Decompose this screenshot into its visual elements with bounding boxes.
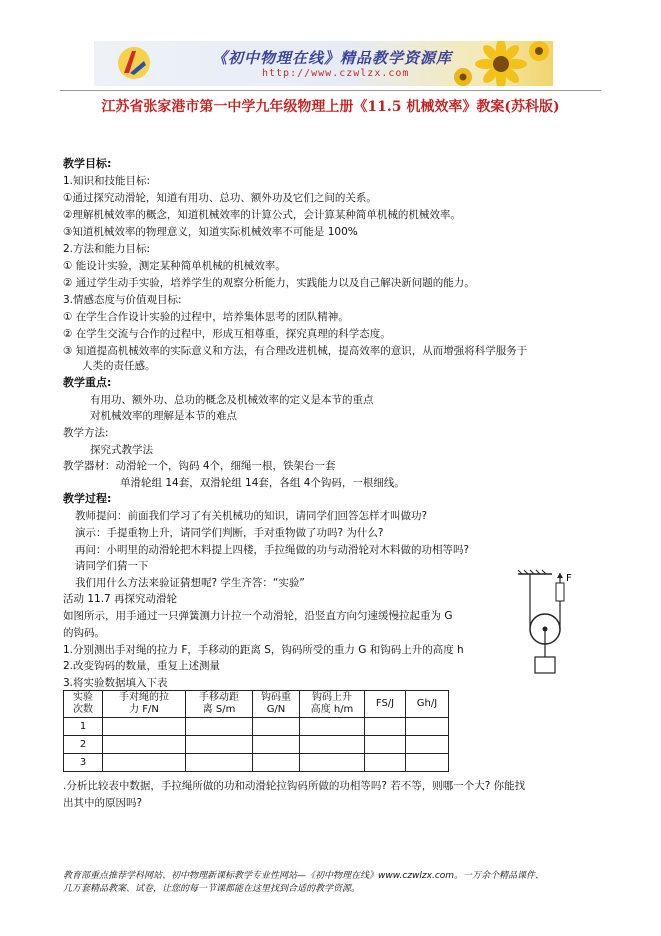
text-line: 出其中的原因吗? [63,797,143,809]
table-cell: 2 [64,736,103,754]
text-line: 2.改变钩码的数量，重复上述测量 [63,660,221,672]
text-line: 教师提问：前面我们学习了有关机械功的知识，请同学们回答怎样才叫做功? [75,510,428,522]
table-cell [186,718,253,736]
text-line: ① 在学生合作设计实验的过程中，培养集体思考的团队精神。 [63,311,349,323]
header-rule [60,90,601,91]
text-line: 再问：小明里的动滑轮把木料提上四楼，手拉绳做的功与动滑轮对木料做的功相等吗? [75,544,470,556]
movable-pulley-diagram [514,569,594,679]
table-cell [300,754,365,772]
text-line: 探究式教学法 [90,444,153,456]
text-line: 有用功、额外功、总功的概念及机械效率的定义是本节的重点 [90,394,374,406]
col-trial: 实验 次数 [64,691,103,718]
table-cell [253,718,300,736]
col-gh: Gh/J [406,691,449,718]
text-line: ① 能设计实验，测定某种简单机械的机械效率。 [63,260,286,272]
col-force: 手对绳的拉 力 F/N [103,691,186,718]
table-row [64,718,449,736]
text-line: 教学方法: [63,427,109,439]
banner-url[interactable]: http://www.czwlzx.com [262,68,410,79]
text-line: 如图所示，用手通过一只弹簧测力计拉一个动滑轮，沿竖直方向匀速缓慢拉起重为 G [63,610,453,622]
table-cell [406,736,449,754]
site-logo-icon [116,45,152,81]
table-cell [300,736,365,754]
header-banner [94,41,553,86]
table-cell: 1 [64,718,103,736]
table-cell [365,736,406,754]
table-cell [253,754,300,772]
banner-title: 《初中物理在线》精品教学资源库 [212,49,453,67]
table-cell [300,718,365,736]
text-line: 3.将实验数据填入下表 [63,677,168,689]
text-line: 演示：手提重物上升，请同学们判断，手对重物做了功吗? 为什么? [75,527,384,539]
footer-line: 几万套精品教案、试卷，让您的每一节课都能在这里找到合适的教学资源。 [63,884,361,894]
force-label: F [566,573,572,584]
text-line: 3.情感态度与价值观目标: [63,294,182,306]
table-cell [406,754,449,772]
text-line: 1.分别测出手对绳的拉力 F，手移动的距离 S，钩码所受的重力 G 和钩码上升的高度 h [63,644,464,656]
document-title: 江苏省张家港市第一中学九年级物理上册《11.5 机械效率》教案(苏科版) [101,99,560,115]
objectives-heading: 教学目标: [63,157,112,170]
text-line: ② 通过学生动手实验，培养学生的观察分析能力，实践能力以及自己解决新问题的能力。 [63,277,475,289]
table-row [64,736,449,754]
table-cell [253,736,300,754]
text-line: 2.方法和能力目标: [63,243,151,255]
text-line: 请同学们猜一下 [75,560,149,572]
experiment-data-table [63,690,449,772]
table-cell [365,754,406,772]
footer-line: 教育部重点推荐学科网站、初中物理新课标教学专业性网站—《初中物理在线》www.czwlzx.com。一万余个精品课件、 [63,871,545,881]
sunflower-icon [441,41,551,86]
text-line: .分析比较表中数据，手拉绳所做的功和动滑轮拉钩码所做的功相等吗? 若不等，则哪一个大? 你能找 [63,780,526,792]
text-line: ③知道机械效率的物理意义，知道实际机械效率不可能是 100% [63,226,358,238]
table-cell [186,754,253,772]
col-height: 钩码上升 高度 h/m [300,691,365,718]
text-line: ②理解机械效率的概念，知道机械效率的计算公式，会计算某种简单机械的机械效率。 [63,209,461,221]
text-line: 对机械效率的理解是本节的难点 [90,410,237,422]
text-line: 1.知识和技能目标: [63,175,151,187]
table-cell [103,718,186,736]
col-distance: 手移动距 离 S/m [186,691,253,718]
text-line: 单滑轮组 14套，双滑轮组 14套，各组 4个钩码，一根细线。 [120,477,405,489]
process-heading: 教学过程: [63,492,112,505]
col-fs: FS/J [365,691,406,718]
text-line: 人类的责任感。 [82,360,156,372]
table-cell [186,736,253,754]
table-cell [365,718,406,736]
table-header-row [64,691,449,718]
text-line: 的钩码。 [63,627,105,639]
text-line: ② 在学生交流与合作的过程中，形成互相尊重，探究真理的科学态度。 [63,328,391,340]
text-line: 教学器材：动滑轮一个，钩码 4个，细绳一根，铁架台一套 [63,460,336,472]
text-line: 我们用什么方法来验证猜想呢? 学生齐答：“实验” [75,577,305,589]
table-cell [103,736,186,754]
table-row [64,754,449,772]
key-points-heading: 教学重点: [63,376,112,389]
table-cell [103,754,186,772]
text-line: ①通过探究动滑轮，知道有用功、总功、额外功及它们之间的关系。 [63,192,377,204]
table-cell [406,718,449,736]
table-cell: 3 [64,754,103,772]
text-line: 活动 11.7 再探究动滑轮 [63,593,178,605]
page-footer [63,870,603,896]
text-line: ③ 知道提高机械效率的实际意义和方法，有合理改进机械，提高效率的意识，从而增强将科学服务于 [63,345,528,357]
col-weight: 钩码重 G/N [253,691,300,718]
